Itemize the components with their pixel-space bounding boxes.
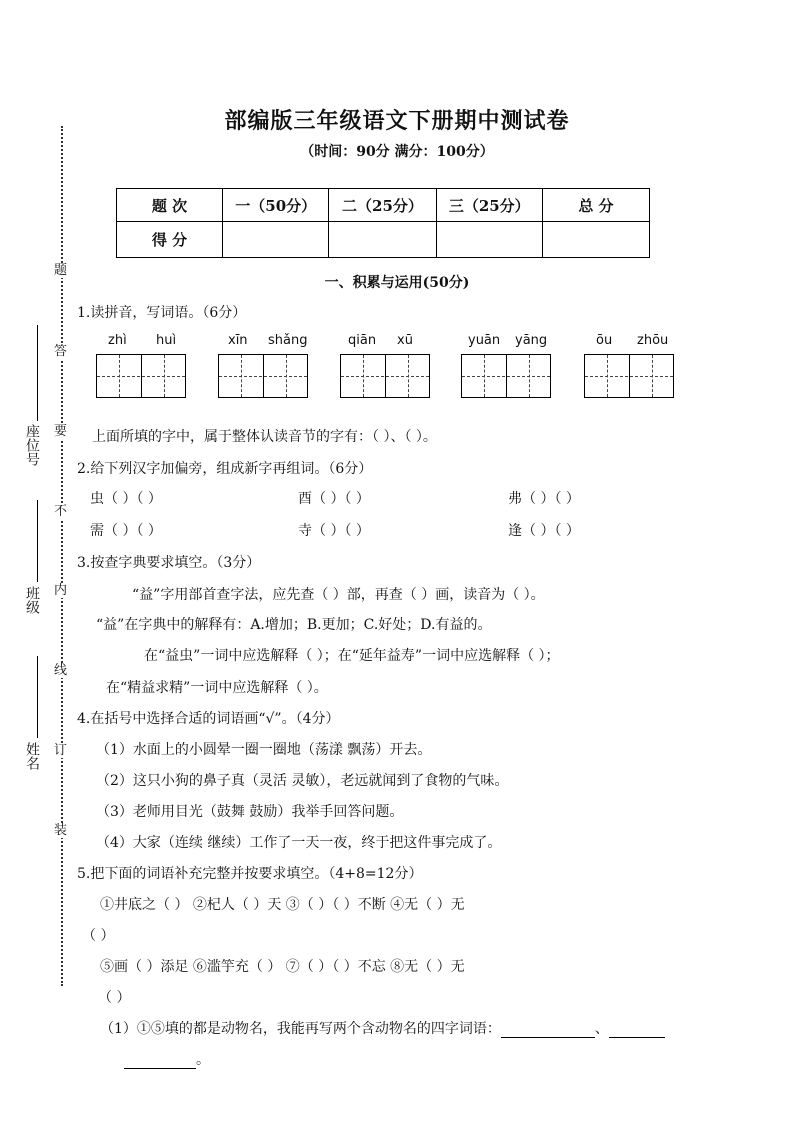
question-4-item: （2）这只小狗的鼻子真（灵活 灵敏），老远就闻到了食物的气味。 bbox=[96, 773, 509, 789]
writing-grid[interactable] bbox=[340, 354, 430, 398]
score-table bbox=[116, 188, 650, 258]
binding-char: 装 bbox=[54, 823, 68, 838]
binding-dotted-line bbox=[61, 126, 63, 986]
pinyin-syllable: yuān bbox=[468, 333, 501, 348]
question-5-subquestion-cont bbox=[124, 1049, 210, 1069]
pinyin-syllable: qiān bbox=[348, 333, 377, 348]
header-cell-part2: 二（25分） bbox=[329, 189, 436, 222]
binding-char: 线 bbox=[54, 663, 68, 678]
radical-item: 需（ ）（ ） bbox=[90, 523, 162, 539]
writing-grid[interactable] bbox=[218, 354, 308, 398]
binding-char: 答 bbox=[54, 344, 68, 359]
idiom-line: ①井底之（ ） ②杞人（ ）天 ③（ ）（ ）不断 ④无（ ）无 bbox=[100, 897, 465, 913]
header-cell-part1: 一（50分） bbox=[223, 189, 329, 222]
seat-number-label: 座位号 bbox=[24, 424, 40, 466]
radical-item: 寺（ ）（ ） bbox=[298, 523, 370, 539]
pinyin-syllable: ōu bbox=[596, 333, 613, 348]
question-4-item: （4）大家（连续 继续）工作了一天一夜，终于把这件事完成了。 bbox=[96, 835, 502, 851]
section-heading: 一、积累与运用(50分) bbox=[324, 275, 470, 291]
idiom-line: （ ） bbox=[82, 928, 115, 944]
question-3-line: 在“益虫”一词中应选解释（ ）；在“延年益寿”一词中应选解释（ ）； bbox=[144, 648, 560, 664]
seat-number-blank[interactable] bbox=[37, 325, 38, 421]
score-table-header-row bbox=[117, 189, 650, 222]
score-cell-part2[interactable] bbox=[329, 222, 436, 258]
score-cell-part3[interactable] bbox=[436, 222, 542, 258]
pinyin-syllable: xū bbox=[397, 333, 413, 348]
answer-blank[interactable] bbox=[609, 1021, 665, 1038]
exam-subtitle: （时间：90分 满分：100分） bbox=[300, 144, 494, 160]
question-5-subquestion bbox=[100, 1018, 665, 1038]
score-table-score-row bbox=[117, 222, 650, 258]
name-label: 姓名 bbox=[24, 742, 40, 770]
radical-item: 酉（ ）（ ） bbox=[298, 491, 370, 507]
page-title: 部编版三年级语文下册期中测试卷 bbox=[224, 108, 570, 134]
question-4-item: （1）水面上的小圆晕一圈一圈地（荡漾 飘荡）开去。 bbox=[96, 742, 432, 758]
question-3-line: 在“精益求精”一词中应选解释（ ）。 bbox=[106, 680, 328, 696]
period: 。 bbox=[196, 1052, 210, 1068]
pinyin-syllable: zhōu bbox=[637, 333, 669, 348]
question-3-line: “益”在字典中的解释有：A.增加；B.更加；C.好处；D.有益的。 bbox=[96, 617, 492, 633]
separator: 、 bbox=[594, 1021, 609, 1037]
pinyin-syllable: zhì bbox=[108, 333, 127, 348]
pinyin-syllable: shǎng bbox=[268, 333, 308, 348]
subquestion-text: （1）①⑤填的都是动物名，我能再写两个含动物名的四字词语： bbox=[100, 1021, 501, 1037]
radical-item: 虫（ ）（ ） bbox=[90, 491, 162, 507]
question-4-item: （3）老师用目光（鼓舞 鼓励）我举手回答问题。 bbox=[96, 804, 404, 820]
radical-item: 逢（ ）（ ） bbox=[508, 523, 580, 539]
question-2-prompt: 2.给下列汉字加偏旁，组成新字再组词。（6分） bbox=[77, 461, 373, 477]
binding-char: 要 bbox=[54, 424, 68, 439]
answer-blank[interactable] bbox=[124, 1052, 196, 1069]
writing-grid[interactable] bbox=[461, 354, 551, 398]
question-3-prompt: 3.按查字典要求填空。（3分） bbox=[77, 555, 261, 571]
pinyin-syllable: huì bbox=[156, 333, 177, 348]
question-1-followup: 上面所填的字中，属于整体认读音节的字有：（ ）、（ ）。 bbox=[92, 429, 437, 445]
idiom-line: （ ） bbox=[98, 990, 131, 1006]
class-blank[interactable] bbox=[37, 500, 38, 582]
header-cell-item: 题 次 bbox=[117, 189, 223, 222]
pinyin-syllable: yāng bbox=[515, 333, 548, 348]
binding-char: 订 bbox=[54, 743, 68, 758]
question-5-prompt: 5.把下面的词语补充完整并按要求填空。（4+8=12分） bbox=[77, 866, 423, 882]
score-cell-part1[interactable] bbox=[223, 222, 329, 258]
pinyin-syllable: xīn bbox=[228, 333, 248, 348]
writing-grid[interactable] bbox=[96, 354, 186, 398]
writing-grid[interactable] bbox=[584, 354, 674, 398]
radical-item: 弗（ ）（ ） bbox=[508, 491, 580, 507]
header-cell-part3: 三（25分） bbox=[436, 189, 542, 222]
answer-blank[interactable] bbox=[501, 1021, 595, 1038]
name-blank[interactable] bbox=[37, 656, 38, 738]
class-label: 班级 bbox=[24, 586, 40, 614]
binding-char: 内 bbox=[54, 583, 68, 598]
binding-char: 不 bbox=[54, 504, 68, 519]
binding-char: 题 bbox=[54, 263, 68, 278]
question-4-prompt: 4.在括号中选择合适的词语画“√”。（4分） bbox=[77, 711, 340, 727]
idiom-line: ⑤画（ ）添足 ⑥滥竽充（ ） ⑦（ ）（ ）不忘 ⑧无（ ）无 bbox=[100, 959, 465, 975]
score-cell-total[interactable] bbox=[542, 222, 649, 258]
row-label-score: 得 分 bbox=[117, 222, 223, 258]
question-1-prompt: 1.读拼音，写词语。（6分） bbox=[77, 305, 247, 321]
question-3-line: “益”字用部首查字法，应先查（ ）部，再查（ ）画，读音为（ ）。 bbox=[132, 587, 545, 603]
header-cell-total: 总 分 bbox=[542, 189, 649, 222]
